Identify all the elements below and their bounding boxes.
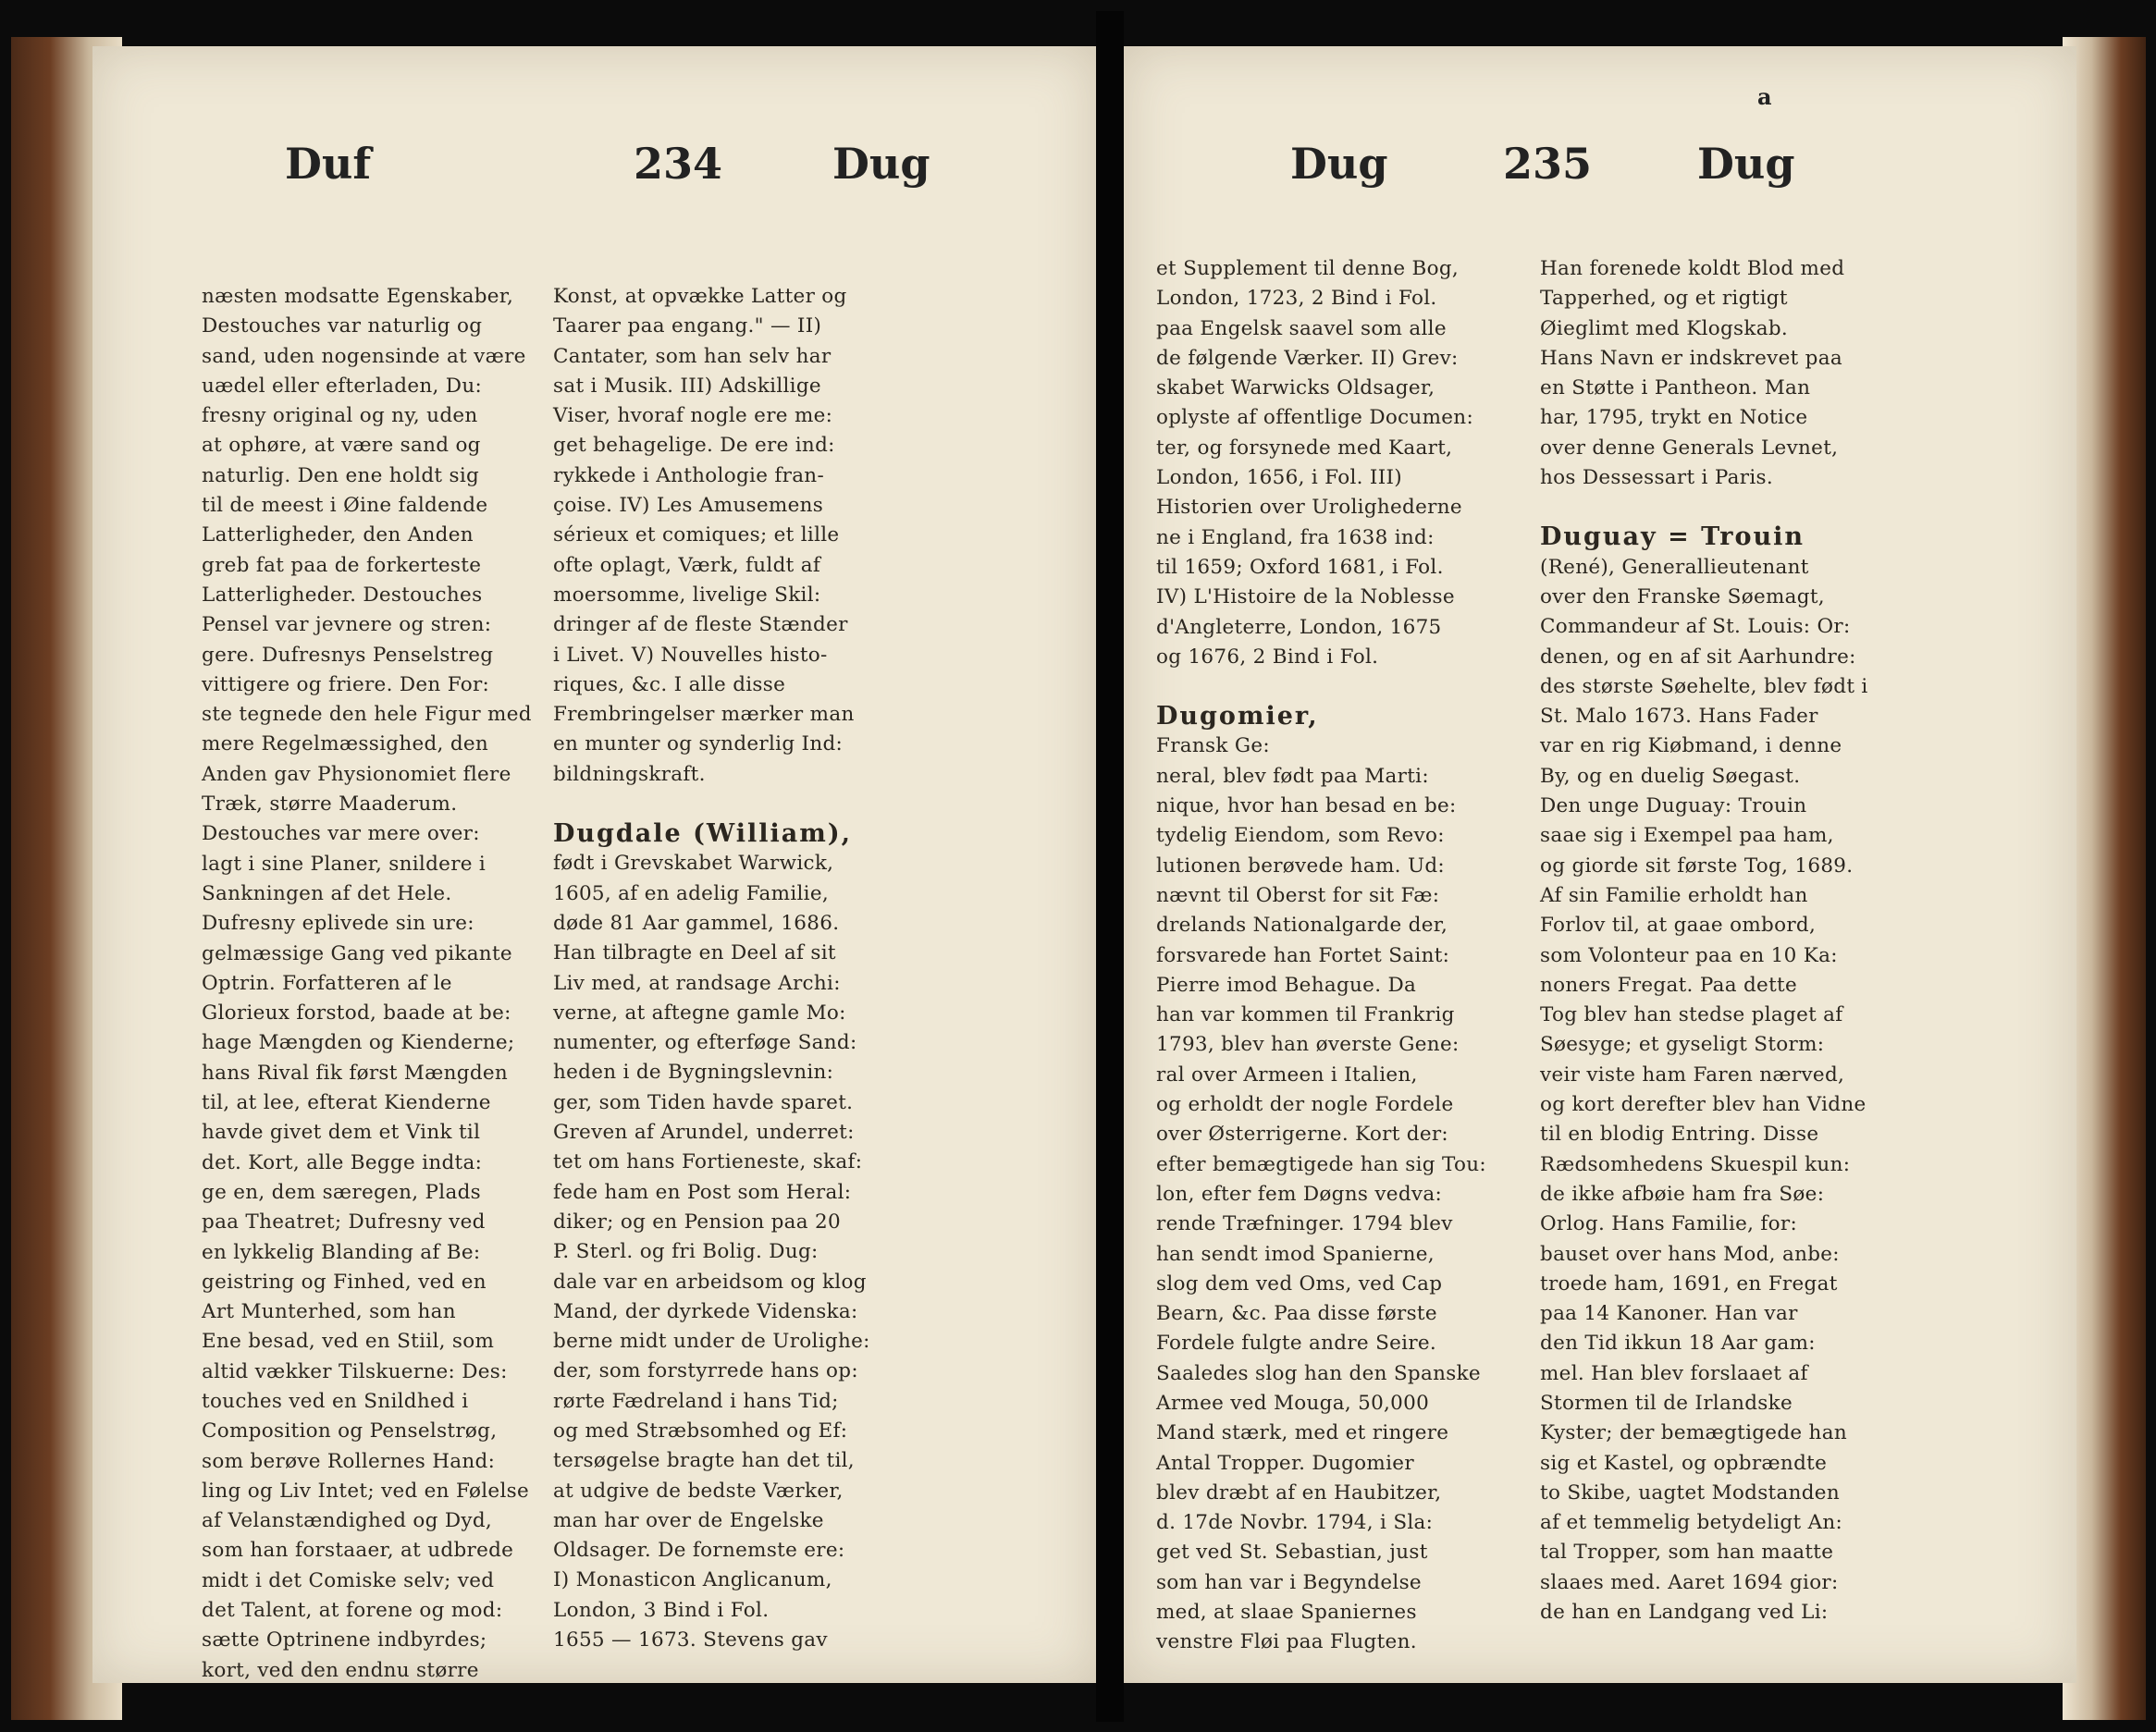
text-line: nique, hvor han besad en be: [1156, 794, 1457, 818]
text-line: et Supplement til denne Bog, [1156, 257, 1460, 280]
text-line: Composition og Penselstrøg, [202, 1419, 498, 1443]
text-line: hage Mængden og Kienderne; [202, 1031, 515, 1055]
right-page-number: 235 [1503, 139, 1593, 189]
text-line: By, og en duelig Søegast. [1540, 764, 1801, 788]
text-line: London, 1656, i Fol. III) [1156, 466, 1402, 490]
text-line: kort, ved den endnu større [202, 1658, 479, 1682]
text-line: sat i Musik. III) Adskillige [553, 374, 821, 398]
text-line: gelmæssige Gang ved pikante [202, 941, 512, 965]
text-line: 1793, blev han øverste Gene: [1156, 1033, 1460, 1057]
text-line: han var kommen til Frankrig [1156, 1003, 1455, 1027]
text-line: at udgive de bedste Værker, [553, 1479, 844, 1503]
text-line: til en blodig Entring. Disse [1540, 1123, 1819, 1147]
text-line: Pensel var jevnere og stren: [202, 613, 492, 637]
text-line: get behagelige. De ere ind: [553, 434, 835, 458]
text-line: Fordele fulgte andre Seire. [1156, 1332, 1437, 1356]
paragraph-spacer [1156, 672, 1508, 702]
text-line: og kort derefter blev han Vidne [1540, 1093, 1866, 1117]
text-line: ste tegnede den hele Figur med [202, 703, 532, 727]
text-line: over Østerrigerne. Kort der: [1156, 1123, 1448, 1147]
text-line: ling og Liv Intet; ved en Følelse [202, 1479, 529, 1503]
text-line: Oldsager. De fornemste ere: [553, 1539, 845, 1563]
text-line: Han tilbragte en Deel af sit [553, 941, 836, 965]
text-line: det. Kort, alle Begge indta: [202, 1150, 483, 1174]
left-page-column-2 [553, 282, 888, 1655]
text-line: Taarer paa engang." — II) [553, 314, 822, 338]
text-line: Pierre imod Behague. Da [1156, 973, 1417, 997]
text-line: Armee ved Mouga, 50,000 [1156, 1391, 1430, 1415]
text-line: Anden gav Physionomiet flere [202, 762, 511, 786]
text-line: paa 14 Kanoner. Han var [1540, 1302, 1798, 1326]
text-line: Fransk Ge: [1156, 734, 1270, 758]
text-line: venstre Fløi paa Flugten. [1156, 1630, 1417, 1654]
text-line: Commandeur af St. Louis: Or: [1540, 615, 1851, 639]
text-line: sérieux et comiques; et lille [553, 523, 840, 547]
text-line: og 1676, 2 Bind i Fol. [1156, 645, 1379, 669]
text-line: født i Grevskabet Warwick, [553, 852, 834, 876]
text-line: P. Sterl. og fri Bolig. Dug: [553, 1240, 819, 1264]
text-line: der, som forstyrrede hans op: [553, 1359, 858, 1383]
text-line: næsten modsatte Egenskaber, [202, 285, 514, 308]
text-line: sig et Kastel, og opbrændte [1540, 1451, 1828, 1475]
text-line: dringer af de fleste Stænder [553, 613, 848, 637]
text-line: Kyster; der bemægtigede han [1540, 1421, 1847, 1445]
text-line: Mand stærk, med et ringere [1156, 1421, 1449, 1445]
text-line: Han forenede koldt Blod med [1540, 257, 1845, 280]
text-line: blev dræbt af en Haubitzer, [1156, 1480, 1442, 1505]
text-line: diker; og en Pension paa 20 [553, 1210, 841, 1234]
text-line: London, 3 Bind i Fol. [553, 1598, 770, 1622]
text-line: bildningskraft. [553, 762, 706, 786]
text-line: var en rig Kiøbmand, i denne [1540, 734, 1842, 758]
text-line: hos Dessessart i Paris. [1540, 466, 1773, 490]
text-line: midt i det Comiske selv; ved [202, 1568, 495, 1592]
text-line: naturlig. Den ene holdt sig [202, 463, 480, 487]
text-line: og giorde sit første Tog, 1689. [1540, 854, 1854, 878]
left-page-header-left: Duf [285, 139, 372, 189]
text-line: Forlov til, at gaae ombord, [1540, 914, 1817, 938]
text-line: I) Monasticon Anglicanum, [553, 1568, 832, 1592]
text-line: mere Regelmæssighed, den [202, 732, 489, 756]
text-line: geistring og Finhed, ved en [202, 1270, 487, 1294]
text-line: og erholdt der nogle Fordele [1156, 1093, 1454, 1117]
text-line: Orlog. Hans Familie, for: [1540, 1212, 1798, 1236]
text-line: oplyste af offentlige Documen: [1156, 406, 1473, 430]
text-line: denen, og en af sit Aarhundre: [1540, 645, 1856, 669]
text-line: Rædsomhedens Skuespil kun: [1540, 1152, 1851, 1176]
text-line: rykkede i Anthologie fran- [553, 463, 825, 487]
text-line: Latterligheder, den Anden [202, 523, 474, 547]
text-line: ter, og forsynede med Kaart, [1156, 436, 1453, 460]
text-line: rørte Fædreland i hans Tid; [553, 1389, 839, 1413]
text-line: lon, efter fem Døgns vedva: [1156, 1182, 1442, 1206]
text-line: çoise. IV) Les Amusemens [553, 494, 824, 518]
text-line: Sankningen af det Hele. [202, 881, 452, 905]
text-line: lagt i sine Planer, snildere i [202, 852, 487, 876]
text-line: veir viste ham Faren nærved, [1540, 1063, 1845, 1087]
text-line: at ophøre, at være sand og [202, 434, 481, 458]
text-line: Latterligheder. Destouches [202, 583, 483, 607]
right-page-column-1 [1156, 254, 1508, 1658]
text-line: det Talent, at forene og mod: [202, 1599, 503, 1623]
text-line: altid vækker Tilskuerne: Des: [202, 1359, 508, 1383]
text-line: vittigere og friere. Den For: [202, 672, 490, 696]
right-page-header-right: Dug [1697, 139, 1795, 189]
text-line: neral, blev født paa Marti: [1156, 764, 1429, 788]
left-page-header-right: Dug [832, 139, 930, 189]
text-line: 1655 — 1673. Stevens gav [553, 1628, 828, 1652]
text-line: riques, &c. I alle disse [553, 672, 786, 696]
text-line: til, at lee, efterat Kienderne [202, 1091, 491, 1115]
text-line: noners Fregat. Paa dette [1540, 973, 1797, 997]
text-line: Frembringelser mærker man [553, 703, 855, 727]
text-line: slaaes med. Aaret 1694 gior: [1540, 1570, 1839, 1594]
text-line: efter bemægtigede han sig Tou: [1156, 1152, 1486, 1176]
text-line: den Tid ikkun 18 Aar gam: [1540, 1332, 1816, 1356]
text-line: man har over de Engelske [553, 1508, 824, 1532]
text-line: troede ham, 1691, en Fregat [1540, 1271, 1838, 1296]
text-line: en munter og synderlig Ind: [553, 732, 844, 756]
text-line: rende Træfninger. 1794 blev [1156, 1212, 1453, 1236]
text-line: lutionen berøvede ham. Ud: [1156, 854, 1445, 878]
text-line: Optrin. Forfatteren af le [202, 971, 452, 995]
text-line: Destouches var naturlig og [202, 314, 483, 338]
right-page-header-left: Dug [1290, 139, 1388, 189]
text-line: Cantater, som han selv har [553, 344, 832, 368]
text-line: tydelig Eiendom, som Revo: [1156, 824, 1445, 848]
entry-headword-dugomier: Dugomier, [1156, 702, 1319, 731]
text-line: Historien over Urolighederne [1156, 496, 1462, 520]
text-line: med, at slaae Spaniernes [1156, 1601, 1417, 1625]
paragraph-spacer [553, 790, 888, 819]
text-line: sætte Optrinene indbyrdes; [202, 1628, 487, 1652]
entry-headword-dugdale: Dugdale (William), [553, 819, 853, 849]
right-page [1124, 46, 2076, 1683]
text-line: Saaledes slog han den Spanske [1156, 1361, 1481, 1385]
right-page-column-2 [1540, 254, 1891, 1628]
text-line: Art Munterhed, som han [202, 1300, 456, 1324]
text-line: Mand, der dyrkede Videnska: [553, 1299, 858, 1323]
text-line: Øieglimt med Klogskab. [1540, 316, 1789, 340]
text-line: til de meest i Øine faldende [202, 494, 488, 518]
text-line: tet om hans Fortieneste, skaf: [553, 1150, 863, 1174]
text-line: af et temmelig betydeligt An: [1540, 1511, 1843, 1535]
text-line: ger, som Tiden havde sparet. [553, 1090, 854, 1114]
text-line: Viser, hvoraf nogle ere me: [553, 404, 833, 428]
text-line: til 1659; Oxford 1681, i Fol. [1156, 555, 1444, 579]
text-line: Ene besad, ved en Stiil, som [202, 1330, 495, 1354]
text-line: Tapperhed, og et rigtigt [1540, 287, 1788, 311]
text-line: Træk, større Maaderum. [202, 792, 458, 817]
text-line: greb fat paa de forkerteste [202, 553, 482, 577]
text-line: Destouches var mere over: [202, 822, 480, 846]
text-line: og med Stræbsomhed og Ef: [553, 1419, 848, 1443]
text-line: Den unge Duguay: Trouin [1540, 794, 1807, 818]
text-line: som han var i Begyndelse [1156, 1570, 1422, 1594]
text-line: fresny original og ny, uden [202, 404, 478, 428]
text-line: som han forstaaer, at udbrede [202, 1539, 514, 1563]
text-line: over den Franske Søemagt, [1540, 584, 1825, 608]
text-line: han sendt imod Spanierne, [1156, 1242, 1435, 1266]
text-line: Stormen til de Irlandske [1540, 1391, 1793, 1415]
left-page [92, 46, 1096, 1683]
entry-headword-duguay-trouin: Duguay = Trouin [1540, 522, 1805, 552]
text-line: som berøve Rollernes Hand: [202, 1449, 496, 1473]
text-line: touches ved en Snildhed i [202, 1389, 469, 1413]
text-line: Af sin Familie erholdt han [1540, 883, 1808, 907]
text-line: d. 17de Novbr. 1794, i Sla: [1156, 1511, 1434, 1535]
text-line: (René), Generallieutenant [1540, 555, 1809, 579]
text-line: en lykkelig Blanding af Be: [202, 1240, 481, 1264]
text-line: des største Søehelte, blev født i [1540, 674, 1868, 698]
text-line: Konst, at opvække Latter og [553, 285, 847, 308]
left-page-number: 234 [634, 139, 723, 189]
text-line: drelands Nationalgarde der, [1156, 914, 1448, 938]
text-line: tal Tropper, som han maatte [1540, 1541, 1834, 1565]
text-line: de han en Landgang ved Li: [1540, 1601, 1829, 1625]
text-line: London, 1723, 2 Bind i Fol. [1156, 287, 1437, 311]
paragraph-spacer [1540, 493, 1891, 522]
text-line: numenter, og efterføge Sand: [553, 1031, 857, 1055]
text-line: dale var en arbeidsom og klog [553, 1270, 867, 1294]
text-line: Tog blev han stedse plaget af [1540, 1003, 1843, 1027]
text-line: Antal Tropper. Dugomier [1156, 1451, 1414, 1475]
text-line: Dufresny eplivede sin ure: [202, 912, 474, 936]
right-page-corner-mark: a [1757, 83, 1772, 110]
text-line: to Skibe, uagtet Modstanden [1540, 1480, 1840, 1505]
text-line: fede ham en Post som Heral: [553, 1180, 852, 1204]
left-page-column-1 [202, 282, 536, 1686]
text-line: ne i England, fra 1638 ind: [1156, 525, 1435, 549]
text-line: gere. Dufresnys Penselstreg [202, 643, 494, 667]
text-line: saae sig i Exempel paa ham, [1540, 824, 1834, 848]
text-line: get ved St. Sebastian, just [1156, 1541, 1428, 1565]
text-line: IV) L'Histoire de la Noblesse [1156, 585, 1455, 609]
text-line: af Velanstændighed og Dyd, [202, 1509, 493, 1533]
text-line: heden i de Bygningslevnin: [553, 1061, 834, 1085]
book-gutter [1096, 11, 1124, 1722]
text-line: skabet Warwicks Oldsager, [1156, 376, 1435, 400]
text-line: døde 81 Aar gammel, 1686. [553, 911, 840, 935]
text-line: paa Engelsk saavel som alle [1156, 316, 1447, 340]
text-line: de følgende Værker. II) Grev: [1156, 346, 1459, 370]
text-line: over denne Generals Levnet, [1540, 436, 1839, 460]
text-line: Bearn, &c. Paa disse første [1156, 1302, 1437, 1326]
text-line: paa Theatret; Dufresny ved [202, 1210, 486, 1235]
text-line: verne, at aftegne gamle Mo: [553, 1001, 846, 1025]
text-line: ofte oplagt, Værk, fuldt af [553, 553, 821, 577]
text-line: ral over Armeen i Italien, [1156, 1063, 1418, 1087]
text-line: nævnt til Oberst for sit Fæ: [1156, 883, 1440, 907]
text-line: i Livet. V) Nouvelles histo- [553, 643, 828, 667]
text-line: moersomme, livelige Skil: [553, 583, 821, 607]
text-line: 1605, af en adelig Familie, [553, 881, 830, 905]
text-line: havde givet dem et Vink til [202, 1121, 481, 1145]
text-line: Hans Navn er indskrevet paa [1540, 346, 1842, 370]
text-line: som Volonteur paa en 10 Ka: [1540, 943, 1838, 967]
text-line: Liv med, at randsage Archi: [553, 971, 841, 995]
text-line: sand, uden nogensinde at være [202, 344, 526, 368]
text-line: hans Rival fik først Mængden [202, 1061, 509, 1085]
text-line: mel. Han blev forslaaet af [1540, 1361, 1808, 1385]
text-line: berne midt under de Urolighe: [553, 1330, 870, 1354]
text-line: d'Angleterre, London, 1675 [1156, 615, 1442, 639]
text-line: Søesyge; et gyseligt Storm: [1540, 1033, 1825, 1057]
text-line: har, 1795, trykt en Notice [1540, 406, 1808, 430]
text-line: Glorieux forstod, baade at be: [202, 1001, 511, 1026]
text-line: slog dem ved Oms, ved Cap [1156, 1271, 1443, 1296]
text-line: bauset over hans Mod, anbe: [1540, 1242, 1840, 1266]
text-line: uædel eller efterladen, Du: [202, 374, 483, 398]
text-line: forsvarede han Fortet Saint: [1156, 943, 1450, 967]
text-line: ge en, dem særegen, Plads [202, 1180, 481, 1204]
text-line: en Støtte i Pantheon. Man [1540, 376, 1811, 400]
text-line: Greven af Arundel, underret: [553, 1121, 855, 1145]
text-line: tersøgelse bragte han det til, [553, 1449, 855, 1473]
text-line: de ikke afbøie ham fra Søe: [1540, 1182, 1825, 1206]
text-line: St. Malo 1673. Hans Fader [1540, 705, 1818, 729]
